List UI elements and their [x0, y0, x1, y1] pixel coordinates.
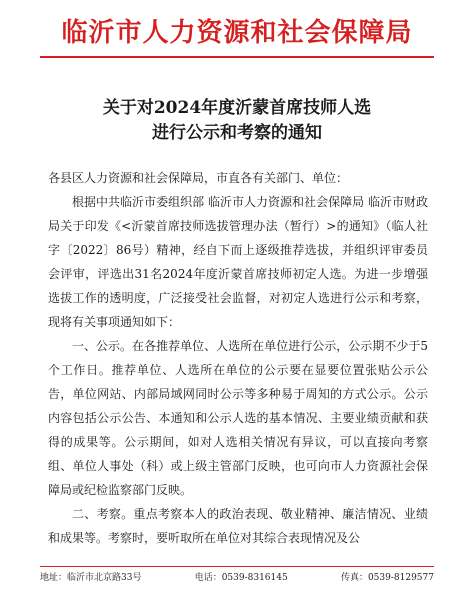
paragraph-publicity: 一、公示。在各推荐单位、人选所在单位进行公示，公示期不少于5个工作日。推荐单位、人选所在单位的公示要在显要位置张贴公示公告，单位网站、内部局域网同时公示等多种易于周知的方式公示。公示内容包括公示公告、本通知和公示人选的基本情况、主要业绩贡献和获得的成果等。公示期间，如对人选相关情况有异议，可以直接向考察组、单位人事处（科）或上级主管部门反映，也可向市人力资源社会保障局或纪检监察部门反映。 — [48, 339, 428, 497]
paragraph-inspection: 二、考察。重点考察本人的政治表现、敬业精神、廉洁情况、业绩和成果等。考察时，要听取所在单位对其综合表现情况及公 — [48, 507, 428, 545]
footer-rule — [40, 566, 434, 567]
paragraph-intro: 根据中共临沂市委组织部 临沂市人力资源和社会保障局 临沂市财政局关于印发《<沂蒙首席技师选拔管理办法（暂行）>的通知》（临人社字〔2022〕86号）精神，经自下而上逐级推荐选拔，并组织评审委员会评审，评选出31名2024年度沂蒙首席技师初定人选。为进一步增强选拔工作的透明度，广泛接受社会监督，对初定人选进行公示和考察，现将有关事项通知如下： — [48, 195, 428, 329]
notice-title — [0, 96, 474, 146]
notice-title-line-2: 进行公示和考察的通知 — [152, 123, 322, 143]
footer-address: 地址：临沂市北京路33号 — [40, 573, 142, 583]
letterhead-org-name: 临沂市人力资源和社会保障局 — [61, 18, 413, 48]
notice-body — [48, 166, 428, 550]
notice-title-line-1: 关于对2024年度沂蒙首席技师人选 — [102, 98, 372, 118]
footer — [40, 570, 434, 583]
footer-fax: 传真：0539-8129577 — [340, 573, 434, 583]
footer-phone: 电话：0539-8316145 — [194, 573, 288, 583]
letterhead-rule — [40, 56, 434, 58]
salutation: 各县区人力资源和社会保障局，市直各有关部门、单位： — [48, 171, 349, 185]
